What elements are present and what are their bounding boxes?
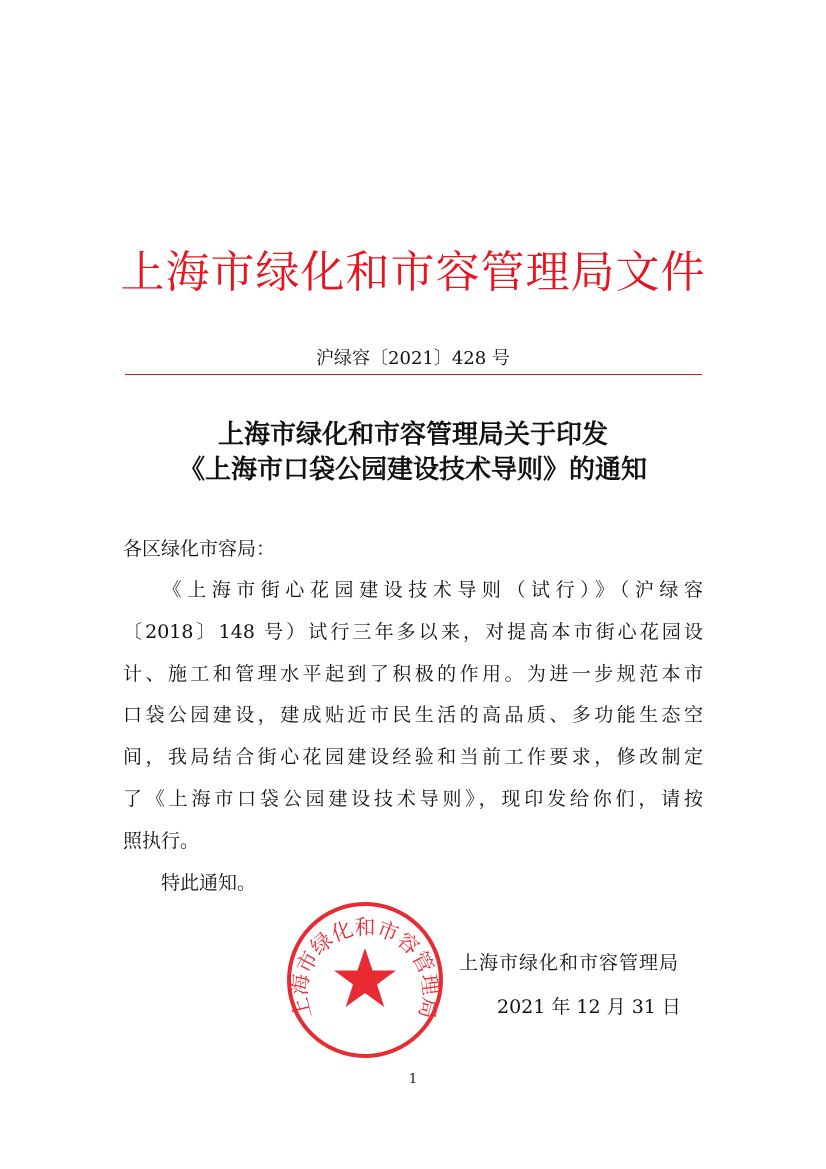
salutation: 各区绿化市容局： <box>123 538 276 560</box>
issuer-header: 上海市绿化和市容管理局文件 <box>120 247 706 298</box>
body-line: 口袋公园建设，建成贴近市民生活的高品质、多功能生态空 <box>123 704 703 726</box>
notice-title-line-2: 《上海市口袋公园建设技术导则》的通知 <box>178 455 647 485</box>
signature-date: 2021 年 12 月 31 日 <box>497 996 681 1018</box>
document-number: 沪绿容〔2021〕428 号 <box>316 348 510 369</box>
closing: 特此通知。 <box>123 872 257 894</box>
body-line: 间，我局结合街心花园建设经验和当前工作要求，修改制定 <box>123 746 703 768</box>
body-line: 《上海市街心花园建设技术导则（试行）》（沪绿容 <box>123 579 703 601</box>
page-number: 1 <box>408 1072 418 1087</box>
body-line: 〔2018〕148 号）试行三年多以来，对提高本市街心花园设 <box>123 621 703 643</box>
body-line: 计、施工和管理水平起到了积极的作用。为进一步规范本市 <box>123 663 703 685</box>
official-seal <box>285 900 445 1060</box>
star-icon <box>334 948 396 1007</box>
seal-text: 上海市绿化和市容管理局 <box>287 915 443 1022</box>
red-divider <box>125 374 702 375</box>
signature-org: 上海市绿化和市容管理局 <box>459 952 680 974</box>
body-line: 照执行。 <box>123 830 200 852</box>
notice-title-line-1: 上海市绿化和市容管理局关于印发 <box>217 420 608 450</box>
body-line: 了《上海市口袋公园建设技术导则》，现印发给你们，请按 <box>123 788 703 810</box>
